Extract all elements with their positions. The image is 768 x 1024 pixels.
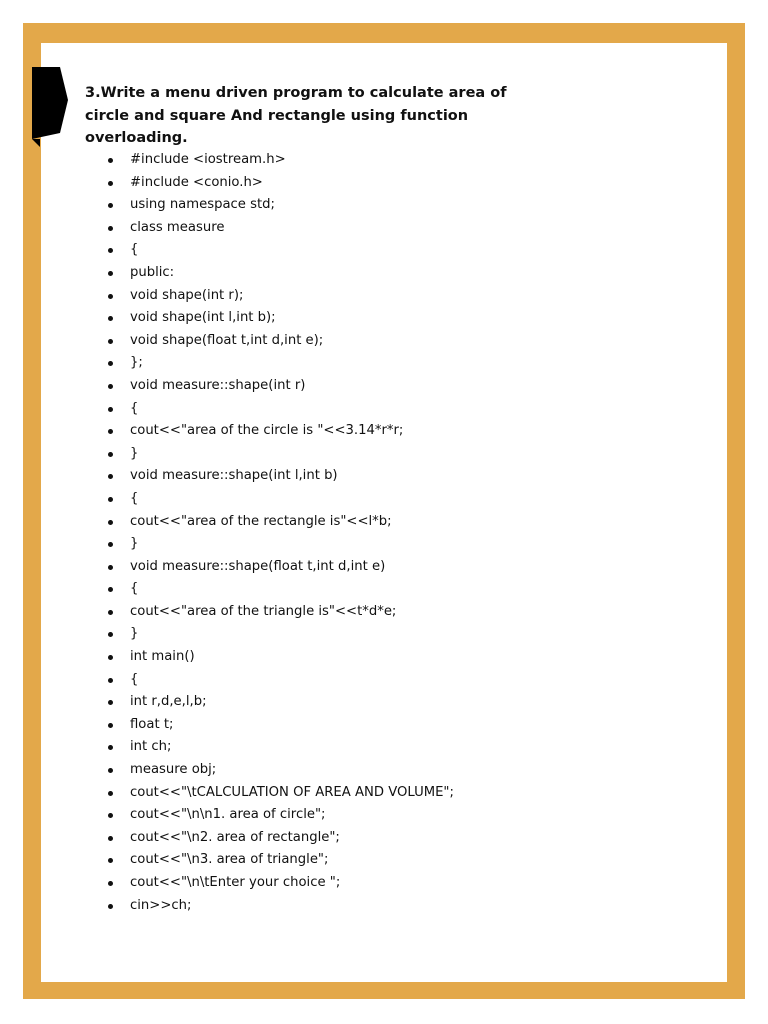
bullet-icon	[108, 158, 113, 163]
bullet-icon	[108, 452, 113, 457]
bullet-icon	[108, 610, 113, 615]
code-line	[106, 623, 454, 646]
code-line-text: };	[130, 355, 143, 371]
code-line	[106, 804, 454, 827]
code-line-text: void shape(float t,int d,int e);	[130, 332, 324, 348]
bullet-icon	[108, 723, 113, 728]
code-line	[106, 872, 454, 895]
code-line	[106, 691, 454, 714]
code-line-text: {	[130, 400, 139, 416]
code-bullet-list	[106, 149, 454, 917]
code-line	[106, 194, 454, 217]
code-line-text: void shape(int l,int b);	[130, 310, 276, 326]
bullet-icon	[108, 587, 113, 592]
code-line-text: void measure::shape(int r)	[130, 377, 306, 393]
bullet-icon	[108, 226, 113, 231]
code-line-text: class measure	[130, 219, 225, 235]
code-line-text: }	[130, 626, 139, 642]
bullet-icon	[108, 813, 113, 818]
code-line	[106, 285, 454, 308]
code-line	[106, 646, 454, 669]
bullet-icon	[108, 632, 113, 637]
code-line-text: public:	[130, 264, 175, 280]
heading-line-3: overloading.	[85, 130, 188, 146]
code-line	[106, 330, 454, 353]
bullet-icon	[108, 294, 113, 299]
code-line-text: int main()	[130, 649, 195, 665]
code-line-text: void measure::shape(int l,int b)	[130, 468, 338, 484]
code-line	[106, 217, 454, 240]
code-line-text: }	[130, 445, 139, 461]
code-line	[106, 149, 454, 172]
code-line	[106, 714, 454, 737]
code-line	[106, 172, 454, 195]
code-line-text: int r,d,e,l,b;	[130, 694, 207, 710]
code-line	[106, 307, 454, 330]
code-line-text: cout<<"area of the triangle is"<<t*d*e;	[130, 603, 397, 619]
code-line	[106, 556, 454, 579]
code-line-text: {	[130, 490, 139, 506]
bullet-icon	[108, 271, 113, 276]
bullet-icon	[108, 316, 113, 321]
bullet-icon	[108, 565, 113, 570]
code-line	[106, 511, 454, 534]
code-line-text: cout<<"\n2. area of rectangle";	[130, 829, 340, 845]
code-line	[106, 849, 454, 872]
code-line	[106, 398, 454, 421]
code-line	[106, 782, 454, 805]
bullet-icon	[108, 858, 113, 863]
code-line	[106, 352, 454, 375]
bullet-icon	[108, 339, 113, 344]
code-line	[106, 488, 454, 511]
code-line	[106, 420, 454, 443]
bullet-icon	[108, 768, 113, 773]
code-line-text: {	[130, 581, 139, 597]
section-marker-icon	[32, 67, 68, 148]
heading-line-2: circle and square And rectangle using function	[85, 107, 469, 124]
bullet-icon	[108, 181, 113, 186]
bullet-icon	[108, 429, 113, 434]
code-line	[106, 375, 454, 398]
code-line-text: cout<<"\n3. area of triangle";	[130, 852, 329, 868]
bullet-icon	[108, 361, 113, 366]
code-line-text: }	[130, 536, 139, 552]
bullet-icon	[108, 474, 113, 479]
code-line-text: cout<<"area of the circle is "<<3.14*r*r;	[130, 423, 404, 439]
code-line-text: cout<<"area of the rectangle is"<<l*b;	[130, 513, 392, 529]
code-line-text: #include <iostream.h>	[130, 152, 286, 167]
bullet-icon	[108, 520, 113, 525]
code-line-text: measure obj;	[130, 762, 217, 778]
bullet-icon	[108, 745, 113, 750]
code-line	[106, 895, 454, 918]
bullet-icon	[108, 836, 113, 841]
bullet-icon	[108, 678, 113, 683]
heading-line-1: 3.Write a menu driven program to calculate area of	[85, 85, 507, 101]
code-line-text: #include <conio.h>	[130, 174, 263, 190]
bullet-icon	[108, 881, 113, 886]
code-line	[106, 262, 454, 285]
code-line-text: float t;	[130, 716, 174, 732]
code-line-text: using namespace std;	[130, 197, 275, 213]
bullet-icon	[108, 700, 113, 705]
code-line	[106, 578, 454, 601]
code-line	[106, 443, 454, 466]
bullet-icon	[108, 203, 113, 208]
code-line-text: cout<<"\n\n1. area of circle";	[130, 807, 326, 823]
code-line	[106, 239, 454, 262]
code-line-text: cin>>ch;	[130, 897, 192, 913]
code-line-text: void measure::shape(float t,int d,int e)	[130, 558, 386, 574]
code-line	[106, 736, 454, 759]
bullet-icon	[108, 791, 113, 796]
code-line-text: {	[130, 242, 139, 258]
code-line	[106, 759, 454, 782]
bullet-icon	[108, 384, 113, 389]
code-line-text: {	[130, 671, 139, 687]
code-line	[106, 669, 454, 692]
code-line-text: int ch;	[130, 739, 172, 755]
code-line	[106, 827, 454, 850]
bullet-icon	[108, 248, 113, 253]
code-line-text: void shape(int r);	[130, 287, 244, 303]
code-line	[106, 601, 454, 624]
code-line	[106, 465, 454, 488]
bullet-icon	[108, 407, 113, 412]
code-line	[106, 533, 454, 556]
bullet-icon	[108, 655, 113, 660]
code-line-text: cout<<"\tCALCULATION OF AREA AND VOLUME";	[130, 784, 454, 800]
bullet-icon	[108, 497, 113, 502]
bullet-icon	[108, 542, 113, 547]
question-heading	[85, 82, 505, 150]
bullet-icon	[108, 904, 113, 909]
code-line-text: cout<<"\n\tEnter your choice ";	[130, 875, 341, 890]
